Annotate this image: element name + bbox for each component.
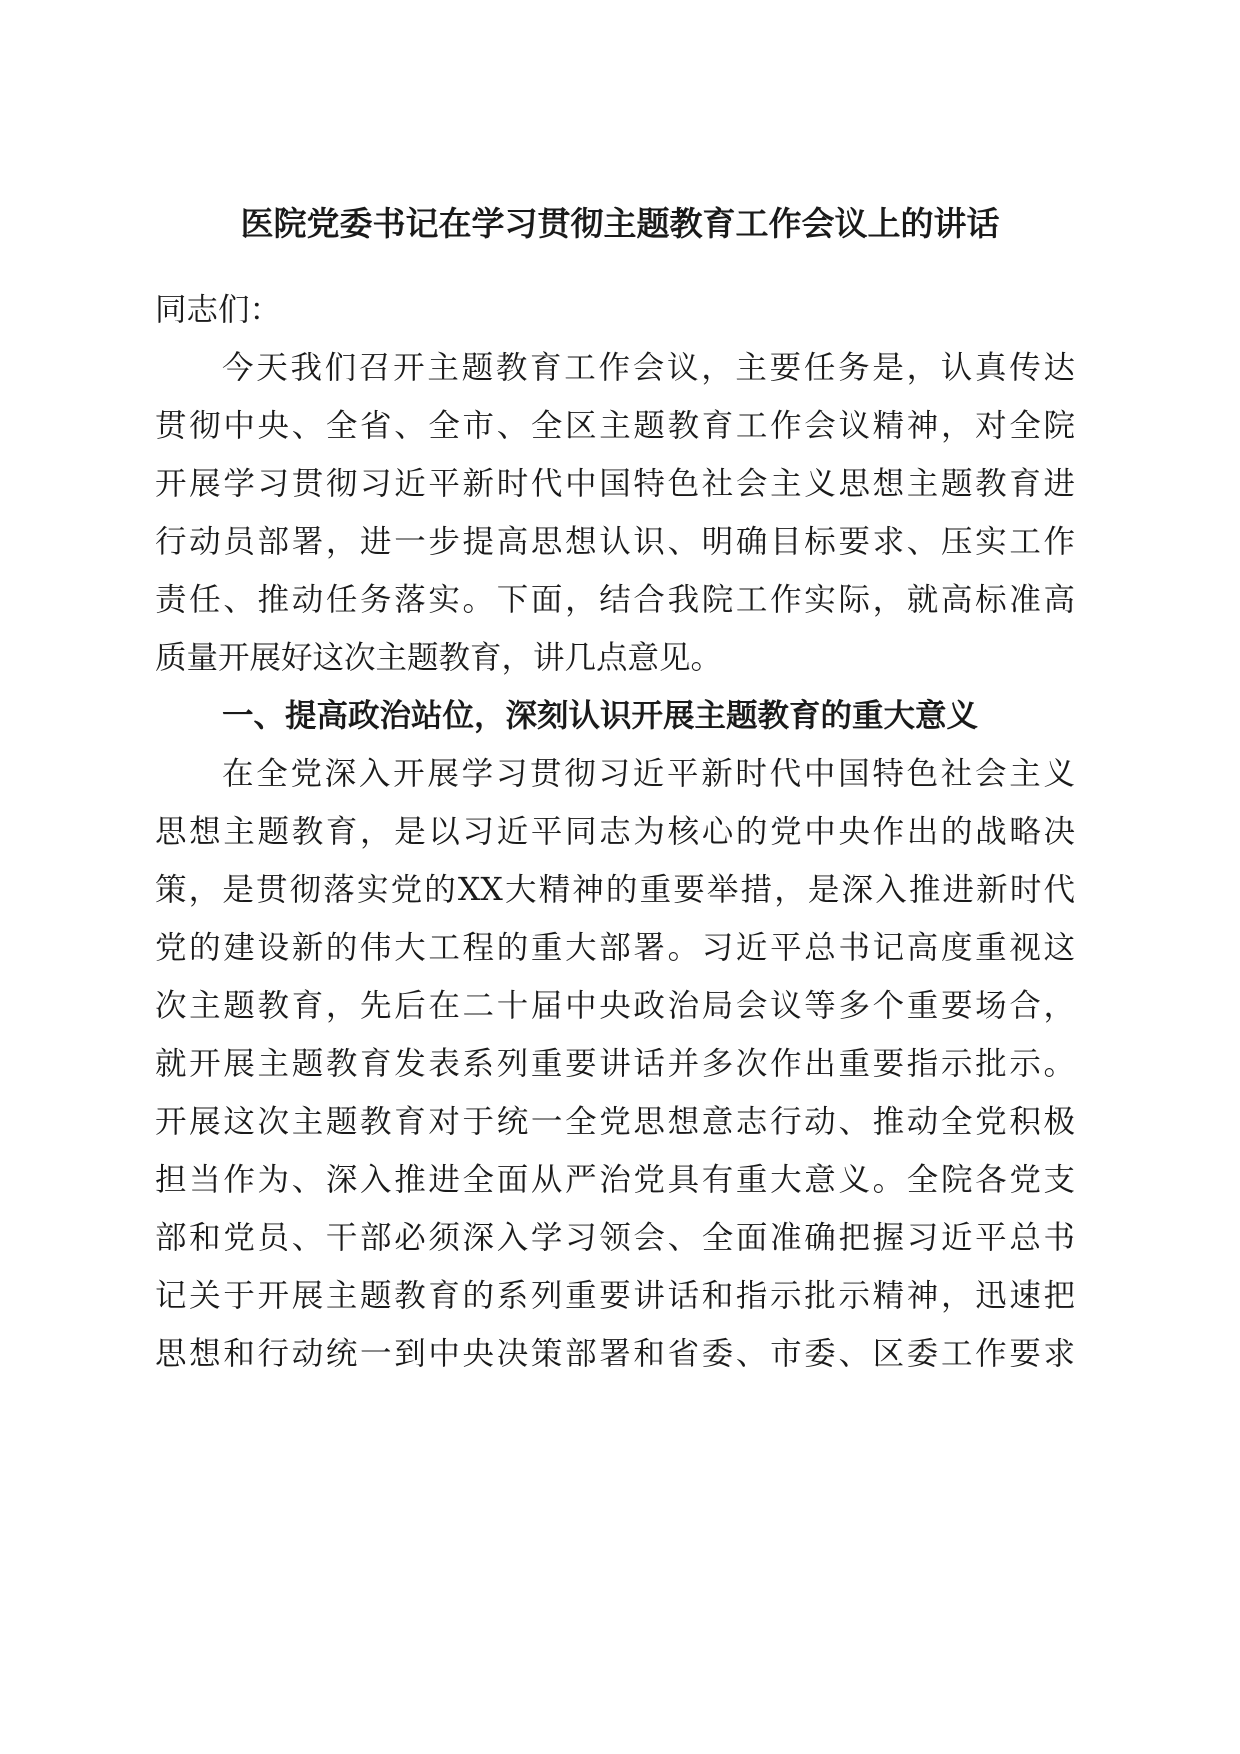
paragraph2-line: 思想主题教育，是以习近平同志为核心的党中央作出的战略决	[155, 814, 1075, 850]
salutation: 同志们：	[155, 292, 282, 328]
paragraph1-line: 开展学习贯彻习近平新时代中国特色社会主义思想主题教育进	[155, 466, 1075, 502]
paragraph2-line: 在全党深入开展学习贯彻习近平新时代中国特色社会主义	[222, 756, 1075, 792]
paragraph2-line: 策，是贯彻落实党的XX大精神的重要举措，是深入推进新时代	[155, 872, 1075, 908]
paragraph2-line: 部和党员、干部必须深入学习领会、全面准确把握习近平总书	[155, 1220, 1075, 1256]
paragraph2-line: 就开展主题教育发表系列重要讲话并多次作出重要指示批示。	[155, 1046, 1075, 1082]
paragraph1-line: 质量开展好这次主题教育，讲几点意见。	[155, 640, 723, 676]
paragraph2-line: 次主题教育，先后在二十届中央政治局会议等多个重要场合，	[155, 988, 1075, 1024]
paragraph1-line: 行动员部署，进一步提高思想认识、明确目标要求、压实工作	[155, 524, 1075, 560]
paragraph2-line: 开展这次主题教育对于统一全党思想意志行动、推动全党积极	[155, 1104, 1075, 1140]
paragraph1-line: 责任、推动任务落实。下面，结合我院工作实际，就高标准高	[155, 582, 1075, 618]
paragraph2-line: 党的建设新的伟大工程的重大部署。习近平总书记高度重视这	[155, 930, 1075, 966]
section1-heading: 一、提高政治站位，深刻认识开展主题教育的重大意义	[222, 698, 979, 734]
paragraph2-line: 记关于开展主题教育的系列重要讲话和指示批示精神，迅速把	[155, 1278, 1075, 1314]
document-title: 医院党委书记在学习贯彻主题教育工作会议上的讲话	[240, 204, 1000, 243]
paragraph1-line: 贯彻中央、全省、全市、全区主题教育工作会议精神，对全院	[155, 408, 1075, 444]
paragraph1-line: 今天我们召开主题教育工作会议，主要任务是，认真传达	[222, 350, 1075, 386]
paragraph2-line: 思想和行动统一到中央决策部署和省委、市委、区委工作要求	[155, 1336, 1075, 1372]
paragraph2-line: 担当作为、深入推进全面从严治党具有重大意义。全院各党支	[155, 1162, 1075, 1198]
